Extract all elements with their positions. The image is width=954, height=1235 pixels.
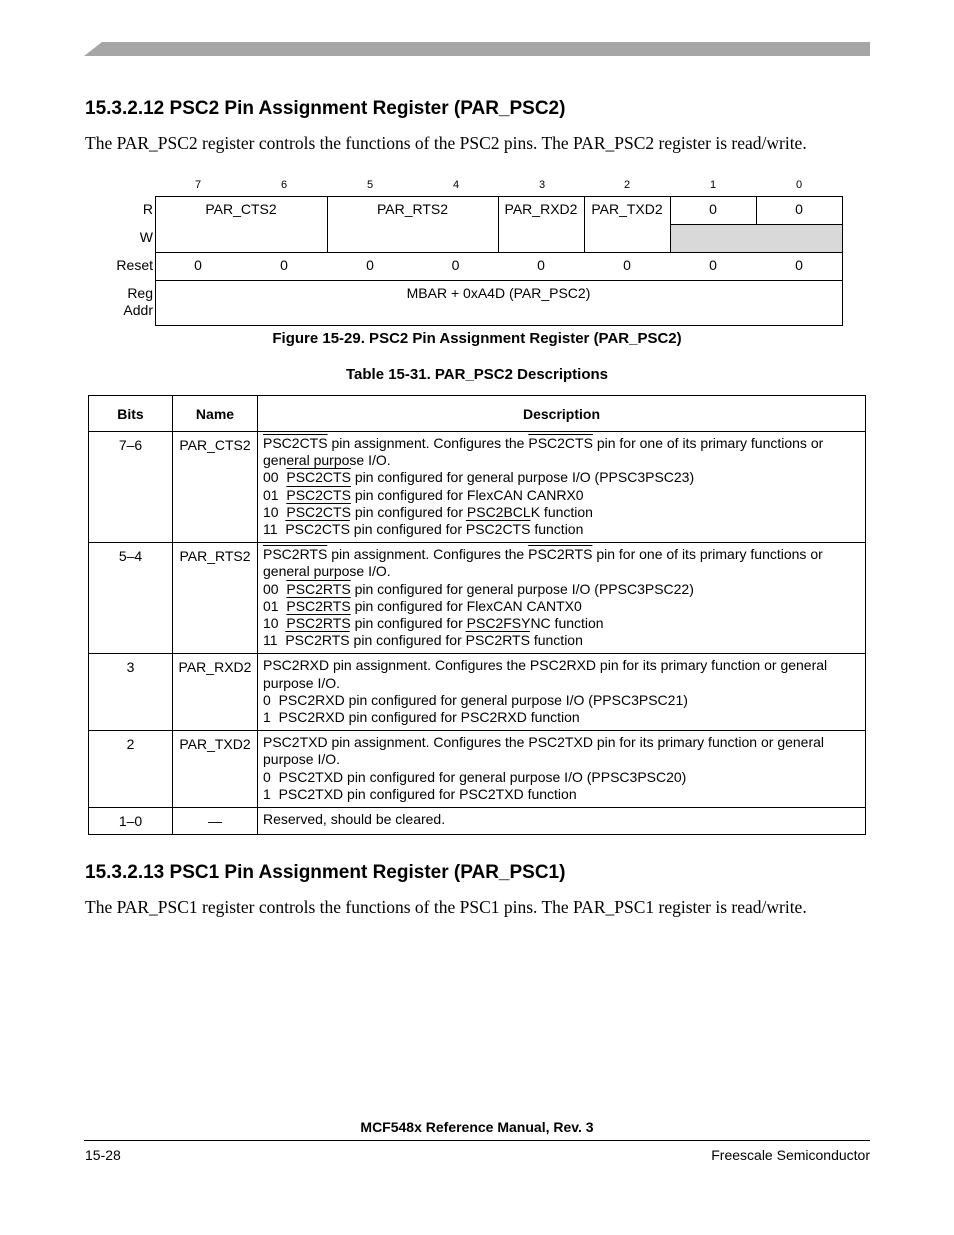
signal-name: PSC2RTS [263,546,328,563]
reset-value: 0 [709,257,717,273]
cell-name: PAR_RXD2 [173,654,258,731]
page-number: 15-28 [85,1147,121,1163]
field-par-rxd2: PAR_RXD2 [504,201,578,217]
desc-text: pin assignment. Configures the [327,435,529,451]
bit-number: 0 [795,179,803,191]
cell-bits: 7–6 [89,432,173,543]
reset-value: 0 [537,257,545,273]
cell-name: — [173,808,258,835]
signal-name: PSC2RTS [528,546,593,563]
field-par-rts2: PAR_RTS2 [376,201,449,217]
cell-description [258,543,866,654]
cell-description [258,731,866,808]
desc-text: PSC2RXD pin assignment. Configures the PSC2RXD pin for its primary function or general purpose I/O. [263,657,828,691]
option-line: 00 PSC2CTS pin configured for general purpose I/O (PPSC3PSC23) [263,469,695,486]
footer-divider [84,1140,870,1141]
field-par-txd2: PAR_TXD2 [591,201,663,217]
field-reserved-bit0: 0 [795,201,803,217]
reset-value: 0 [280,257,288,273]
section-heading-psc2: 15.3.2.12 PSC2 Pin Assignment Register (PAR_PSC2) [85,98,566,119]
cell-bits: 5–4 [89,543,173,654]
header-description: Description [258,396,866,432]
option-line: 00 PSC2RTS pin configured for general purpose I/O (PPSC3PSC22) [263,580,694,597]
option-line: 10 PSC2CTS pin configured for PSC2BCLK function [263,503,593,520]
desc-text: pin for one of its primary functions or general purpose I/O. [263,435,824,469]
bit-number: 5 [366,179,374,191]
footer-company: Freescale Semiconductor [711,1147,870,1163]
cell-name: PAR_CTS2 [173,432,258,543]
cell-bits: 1–0 [89,808,173,835]
option-line: 01 PSC2RTS pin configured for FlexCAN CANTX0 [263,597,582,614]
reset-value: 0 [451,257,460,273]
reset-value: 0 [623,257,631,273]
bit-number: 2 [623,179,631,191]
cell-bits: 3 [89,654,173,731]
table-row [89,731,866,808]
reset-value: 0 [795,257,803,273]
table-header-row [89,396,866,432]
section-intro-psc2: The PAR_PSC2 register controls the functions of the PSC2 pins. The PAR_PSC2 register is read/write. [85,133,807,153]
cell-name: PAR_TXD2 [173,731,258,808]
bit-number: 3 [538,179,546,191]
header-bar [84,42,870,56]
option-line: 0 PSC2RXD pin configured for general purpose I/O (PPSC3PSC21) [263,691,688,708]
cell-description [258,432,866,543]
signal-name: PSC2CTS [528,435,593,451]
row-label-r: R [142,201,153,217]
row-label-reg: Reg [127,285,153,301]
reset-value: 0 [366,257,374,273]
option-line: 1 PSC2TXD pin configured for PSC2TXD function [263,785,577,802]
figure-caption: Figure 15-29. PSC2 Pin Assignment Register (PAR_PSC2) [272,330,682,347]
desc-text: pin for one of its primary functions or general purpose I/O. [263,546,823,580]
cell-bits: 2 [89,731,173,808]
section-intro-psc1: The PAR_PSC1 register controls the functions of the PSC1 pins. The PAR_PSC1 register is read/write. [85,897,807,917]
bit-number: 6 [280,179,288,191]
desc-text: pin assignment. Configures the [327,546,529,563]
option-line: 1 PSC2RXD pin configured for PSC2RXD function [263,709,580,726]
row-label-addr: Addr [123,302,153,318]
cell-description: Reserved, should be cleared. [258,808,866,835]
desc-text: PSC2TXD pin assignment. Configures the PSC2TXD pin for its primary function or general purpose I/O. [263,734,825,768]
cell-name: PAR_RTS2 [173,543,258,654]
option-line: 01 PSC2CTS pin configured for FlexCAN CANRX0 [263,486,584,503]
row-label-reset: Reset [116,257,153,273]
table-row [89,432,866,543]
table-row [89,654,866,731]
table-row [89,808,866,835]
header-bits: Bits [89,396,173,432]
option-line: 10 PSC2RTS pin configured for PSC2FSYNC function [263,615,604,632]
register-address: MBAR + 0xA4D (PAR_PSC2) [406,285,591,301]
descriptions-table [88,395,866,835]
table-row [89,543,866,654]
signal-name: PSC2CTS [263,435,328,451]
bit-number: 1 [709,179,717,191]
field-par-cts2: PAR_CTS2 [205,201,277,217]
bit-number: 7 [194,179,202,191]
row-label-w: W [139,229,153,245]
table-caption: Table 15-31. PAR_PSC2 Descriptions [345,366,609,383]
option-line: 0 PSC2TXD pin configured for general purpose I/O (PPSC3PSC20) [263,768,687,785]
option-line: 11 PSC2CTS pin configured for PSC2CTS function [263,521,584,538]
reserved-write-area [670,224,842,252]
reset-value: 0 [194,257,202,273]
section-heading-psc1: 15.3.2.13 PSC1 Pin Assignment Register (PAR_PSC1) [85,862,566,883]
cell-description [258,654,866,731]
option-line: 11 PSC2RTS pin configured for PSC2RTS function [263,632,583,649]
footer-title: MCF548x Reference Manual, Rev. 3 [360,1119,594,1135]
bit-number: 4 [452,179,460,191]
field-reserved-bit1: 0 [709,201,717,217]
header-name: Name [173,396,258,432]
